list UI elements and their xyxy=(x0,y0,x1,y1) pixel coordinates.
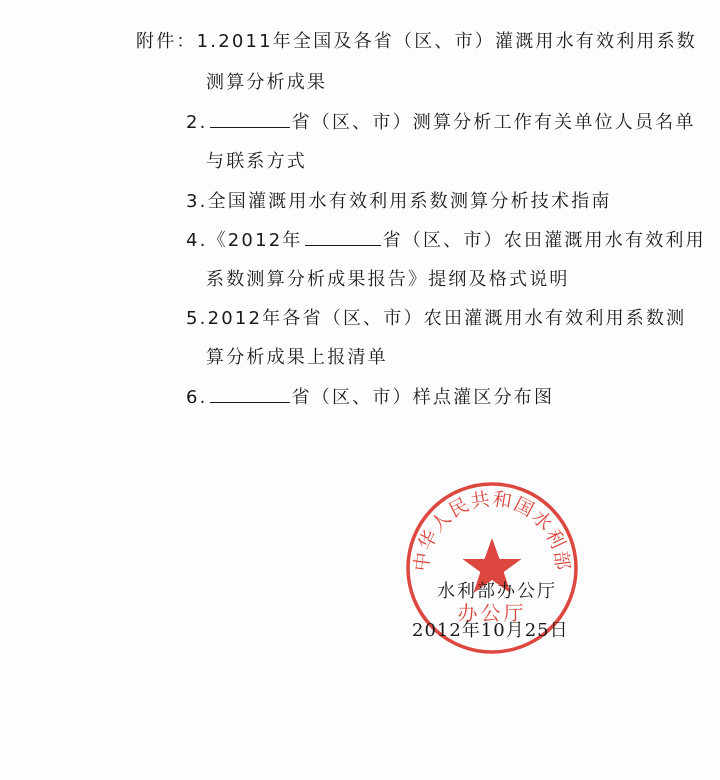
fill-in-blank xyxy=(305,229,381,246)
attachment-item-text: 2012年各省（区、市）农田灌溉用水有效利用系数测 xyxy=(207,308,687,329)
attachment-item-text: 《2012年 xyxy=(207,230,303,251)
attachment-item-text: 系数测算分析成果报告》提纲及格式说明 xyxy=(206,269,570,290)
item-number: 2. xyxy=(186,112,208,133)
attachment-item-2-line1 xyxy=(186,111,696,135)
attachment-item-4-line2 xyxy=(206,268,570,292)
item-number: 4. xyxy=(186,230,208,251)
attachment-item-6-line1 xyxy=(186,386,554,410)
attachment-item-text: 省（区、市）农田灌溉用水有效利用 xyxy=(382,230,706,251)
item-number: 5. xyxy=(186,308,208,329)
attachment-item-5-line2 xyxy=(206,346,388,370)
issue-date: 2012年10月25日 xyxy=(412,620,569,641)
issuing-office: 水利部办公厅 xyxy=(437,581,557,602)
attachment-item-5-line1 xyxy=(186,307,686,331)
attachment-item-text: 省（区、市）样点灌区分布图 xyxy=(291,387,555,408)
attachment-item-text: 与联系方式 xyxy=(206,151,307,172)
attachment-item-text: 测算分析成果 xyxy=(206,72,328,93)
seal-inner-text: 办公厅 xyxy=(457,601,527,625)
attachment-item-text: 省（区、市）测算分析工作有关单位人员名单 xyxy=(291,112,696,133)
attachment-item-4-line1 xyxy=(186,229,706,253)
attachment-item-3-line1 xyxy=(186,190,612,214)
item-number: 6. xyxy=(186,387,208,408)
item-number: 3. xyxy=(186,191,208,212)
fill-in-blank xyxy=(210,386,290,403)
attachment-item-text: 2011年全国及各省（区、市）灌溉用水有效利用系数 xyxy=(218,31,697,52)
item-number: 1. xyxy=(196,31,219,52)
attachment-item-1-line1 xyxy=(136,30,697,54)
attachments-prefix: 附件： xyxy=(136,31,197,52)
attachment-item-text: 算分析成果上报清单 xyxy=(206,347,388,368)
attachment-item-2-line2 xyxy=(206,150,307,174)
attachment-item-1-line2 xyxy=(206,71,327,95)
seal-outer-text: 中华人民共和国水利部 xyxy=(410,488,574,573)
attachment-item-text: 全国灌溉用水有效利用系数测算分析技术指南 xyxy=(207,191,612,212)
fill-in-blank xyxy=(210,111,290,128)
